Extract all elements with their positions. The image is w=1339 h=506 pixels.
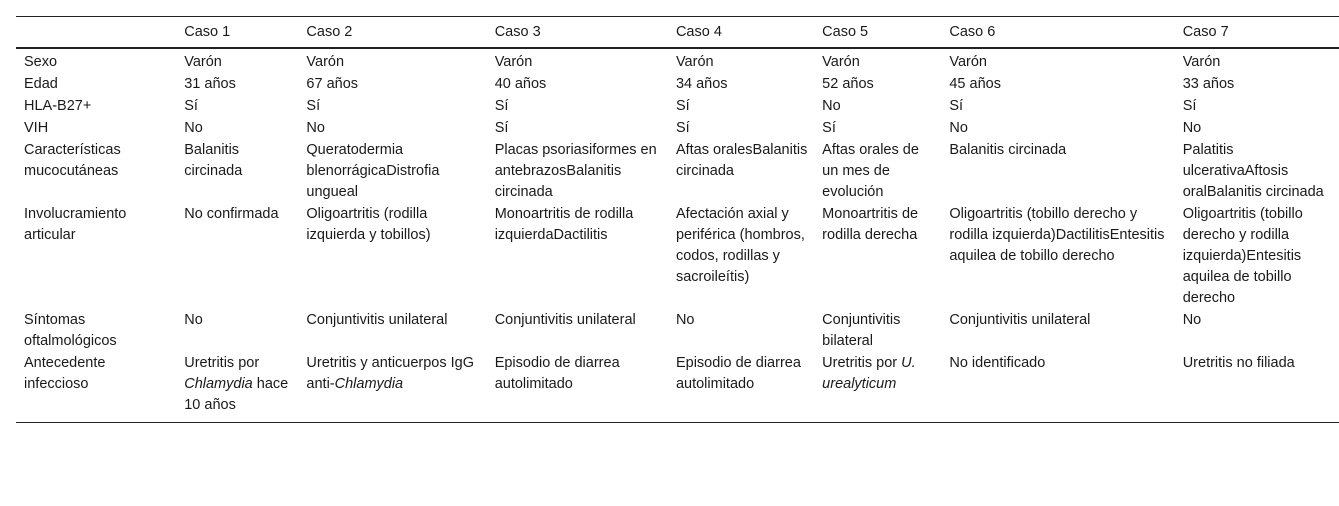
organism-name: Chlamydia xyxy=(184,376,253,392)
table-cell: No identificado xyxy=(949,355,1046,371)
table-cell: No xyxy=(949,120,968,136)
table-cell: Oligoartritis (tobillo derecho y rodilla izquierda)Entesitis aquilea de tobillo derecho xyxy=(1182,206,1303,306)
table-cell: Conjuntivitis unilateral xyxy=(306,312,448,328)
table-cell: 34 años xyxy=(675,76,728,92)
table-cell: 40 años xyxy=(494,76,547,92)
table-row xyxy=(16,48,1339,74)
header-cell-blank xyxy=(16,17,176,49)
table-row xyxy=(16,74,1339,96)
table-cell: Sí xyxy=(1182,98,1197,114)
table-cell: Varón xyxy=(1182,54,1221,70)
organism-name: U. urealyticum xyxy=(822,355,916,392)
cell-text: Uretritis por xyxy=(822,355,902,371)
row-label: Involucramiento articular xyxy=(24,206,127,243)
table-cell: No confirmada xyxy=(184,206,279,222)
table-cell: Oligoartritis (tobillo derecho y rodilla izquierda)DactilitisEntesitis aquilea de tobillo derecho xyxy=(949,206,1165,264)
table-cell: Episodio de diarrea autolimitado xyxy=(494,355,620,392)
row-label: VIH xyxy=(24,120,49,136)
table-cell: No xyxy=(822,98,841,114)
table-cell: Varón xyxy=(822,54,860,70)
table-cell: Sí xyxy=(184,98,198,114)
table-cell: Conjuntivitis unilateral xyxy=(494,312,636,328)
table-body xyxy=(16,48,1339,423)
row-label: HLA-B27+ xyxy=(24,98,92,114)
table-cell: No xyxy=(1182,312,1202,328)
table-cell: Varón xyxy=(184,54,222,70)
header-cell-caso-4: Caso 4 xyxy=(675,23,722,40)
table-row xyxy=(16,353,1339,423)
table-cell: Sí xyxy=(675,98,690,114)
header-row xyxy=(16,17,1339,49)
table-cell: 31 años xyxy=(184,76,236,92)
table-cell: No xyxy=(184,120,203,136)
table-cell: Aftas orales de un mes de evolución xyxy=(822,142,919,200)
table-cell: 52 años xyxy=(822,76,874,92)
table-cell: No xyxy=(675,312,695,328)
table-cell: Monoartritis de rodilla derecha xyxy=(822,206,919,243)
table-cell: Aftas oralesBalanitis circinada xyxy=(675,142,808,179)
table-cell: Varón xyxy=(949,54,987,70)
table-row xyxy=(16,310,1339,353)
table-cell: 67 años xyxy=(306,76,359,92)
table-cell: Sí xyxy=(306,98,321,114)
table-cell: Varón xyxy=(675,54,714,70)
table-cell: Varón xyxy=(494,54,533,70)
row-label: Antecedente infeccioso xyxy=(24,355,106,392)
row-label: Sexo xyxy=(24,54,58,70)
table-cell: Conjuntivitis bilateral xyxy=(822,312,901,349)
row-label: Edad xyxy=(24,76,58,92)
header-cell-caso-6: Caso 6 xyxy=(949,23,996,40)
table-cell: Balanitis circinada xyxy=(184,142,243,179)
cell-text: hace 10 años xyxy=(184,376,289,413)
table-cell: No xyxy=(1182,120,1202,136)
organism-name: Chlamydia xyxy=(334,376,404,392)
table-cell: Varón xyxy=(306,54,345,70)
table-row xyxy=(16,204,1339,310)
table-cell: Conjuntivitis unilateral xyxy=(949,312,1091,328)
table-cell: Sí xyxy=(949,98,964,114)
table-row xyxy=(16,118,1339,140)
table-cell: Sí xyxy=(494,98,509,114)
table-cell: Palatitis ulcerativaAftosis oralBalanitis circinada xyxy=(1182,142,1324,200)
cell-text: Uretritis y anticuerpos IgG anti- xyxy=(306,355,475,392)
table-cell: Sí xyxy=(675,120,690,136)
table-cell xyxy=(814,353,941,423)
header-cell-caso-2: Caso 2 xyxy=(306,23,353,40)
table-cell: Placas psoriasiformes en antebrazosBalanitis circinada xyxy=(494,142,657,200)
table-cell: 33 años xyxy=(1182,76,1235,92)
table-row xyxy=(16,140,1339,204)
cell-text: Uretritis por xyxy=(184,355,260,371)
table-cell: No xyxy=(306,120,325,136)
table-cell: Queratodermia blenorrágicaDistrofia ungueal xyxy=(306,142,440,200)
header-cell-caso-3: Caso 3 xyxy=(494,23,541,40)
table-cell: Sí xyxy=(494,120,509,136)
table-cell xyxy=(298,353,486,423)
table-row xyxy=(16,96,1339,118)
table-cell: Episodio de diarrea autolimitado xyxy=(675,355,801,392)
table-cell: Balanitis circinada xyxy=(949,142,1067,158)
table-cell: 45 años xyxy=(949,76,1001,92)
table-cell: No xyxy=(184,312,203,328)
row-label: Síntomas oftalmológicos xyxy=(24,312,117,349)
table-cell: Sí xyxy=(822,120,836,136)
table-cell: Monoartritis de rodilla izquierdaDactilitis xyxy=(494,206,634,243)
table-cell: Afectación axial y periférica (hombros, codos, rodillas y sacroileítis) xyxy=(675,206,805,285)
row-label: Características mucocutáneas xyxy=(24,142,121,179)
header-cell-caso-1: Caso 1 xyxy=(184,23,231,40)
clinical-cases-table xyxy=(16,16,1339,423)
table-cell: Uretritis no filiada xyxy=(1182,355,1295,371)
header-cell-caso-5: Caso 5 xyxy=(822,23,869,40)
table-cell xyxy=(176,353,298,423)
header-cell-caso-7: Caso 7 xyxy=(1182,23,1229,40)
table-cell: Oligoartritis (rodilla izquierda y tobillos) xyxy=(306,206,431,243)
